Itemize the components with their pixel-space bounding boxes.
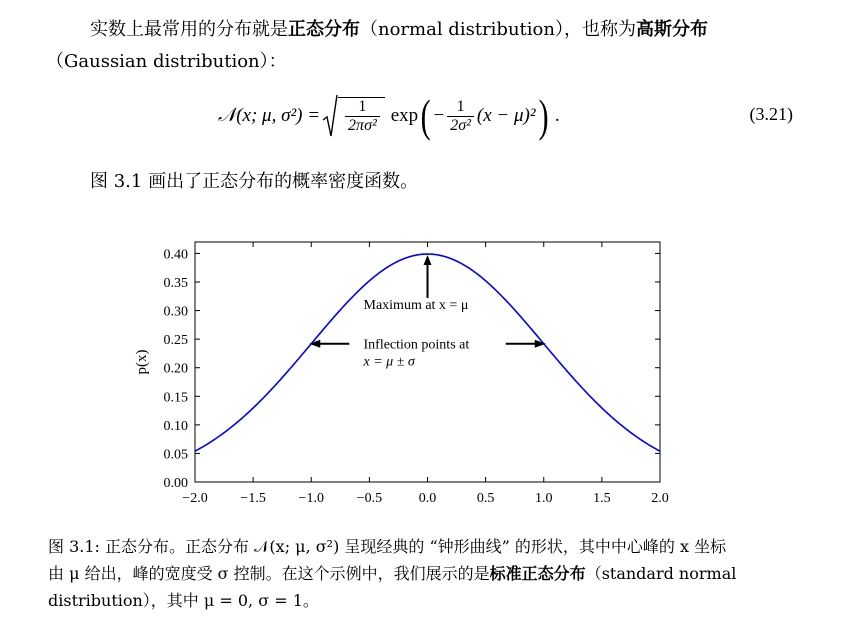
equation-period: . bbox=[554, 105, 560, 126]
sqrt-sign bbox=[322, 94, 338, 138]
figure-caption-line1 bbox=[48, 533, 726, 560]
x-tick-label: −0.5 bbox=[356, 491, 383, 506]
label-inflection-line2: x = μ ± σ bbox=[363, 354, 415, 370]
term-gaussian-distribution: 高斯分布 bbox=[635, 19, 708, 40]
x-tick-group bbox=[182, 242, 668, 506]
x-tick-label: −1.5 bbox=[240, 491, 266, 506]
sqrt-fraction-den: 2πσ² bbox=[345, 116, 380, 135]
intro-text-b: （normal distribution），也称为 bbox=[360, 19, 636, 40]
equation-number: (3.21) bbox=[749, 104, 793, 124]
arrow-inflection-left-head bbox=[309, 340, 320, 348]
exp-label: exp bbox=[390, 105, 419, 126]
y-tick-label: 0.15 bbox=[163, 390, 188, 406]
paragraph-figure-ref bbox=[90, 170, 418, 194]
label-maximum: Maximum at x = μ bbox=[363, 298, 469, 314]
right-paren: ) bbox=[538, 90, 549, 141]
paragraph-intro-line1 bbox=[90, 18, 708, 42]
sqrt-radicand bbox=[338, 97, 385, 135]
x-tick-label: 0.5 bbox=[476, 491, 495, 506]
y-tick-label: 0.20 bbox=[163, 361, 188, 377]
caption-term-standard-normal: 标准正态分布 bbox=[489, 564, 586, 583]
term-normal-distribution: 正态分布 bbox=[288, 19, 360, 40]
exp-fraction-num: 1 bbox=[456, 97, 465, 115]
sqrt-fraction bbox=[345, 98, 380, 135]
equation-lhs: 𝒩(x; μ, σ²) = bbox=[218, 105, 321, 126]
x-tick-label: 2.0 bbox=[651, 491, 669, 506]
y-tick-label: 0.25 bbox=[163, 333, 188, 349]
x-tick-label: −1.0 bbox=[298, 491, 324, 506]
intro-text-a: 实数上最常用的分布就是 bbox=[90, 19, 288, 40]
figure-caption-line2 bbox=[48, 560, 736, 587]
intro-text-line2: （Gaussian distribution）： bbox=[46, 51, 287, 72]
arrow-maximum-head bbox=[424, 255, 432, 265]
figure-caption-line3 bbox=[48, 587, 319, 614]
x-tick-label: 1.0 bbox=[535, 491, 553, 506]
exp-fraction-den: 2σ² bbox=[447, 116, 474, 135]
y-tick-label: 0.40 bbox=[163, 247, 188, 263]
y-axis-label: p(x) bbox=[134, 349, 150, 375]
y-tick-label: 0.35 bbox=[163, 276, 188, 291]
equation-3-21 bbox=[0, 88, 855, 144]
sqrt-term bbox=[322, 94, 385, 138]
figure-ref-text: 图 3.1 画出了正态分布的概率密度函数。 bbox=[90, 171, 419, 192]
label-inflection-line1: Inflection points at bbox=[363, 337, 470, 353]
x-tick-label: 0.0 bbox=[418, 491, 437, 506]
y-tick-label: 0.05 bbox=[163, 447, 188, 463]
normal-pdf-chart bbox=[120, 228, 680, 518]
caption-text-2a: 由 μ 给出，峰的宽度受 σ 控制。在这个示例中，我们展示的是 bbox=[48, 564, 490, 583]
x-tick-label: −2.0 bbox=[182, 491, 208, 506]
caption-text-1: 图 3.1: 正态分布。正态分布 𝒩(x; μ, σ²) 呈现经典的 “钟形曲线” 的形状，其中中心峰的 x 坐标 bbox=[48, 537, 727, 556]
x-tick-label: 1.5 bbox=[593, 491, 611, 506]
left-paren: ( bbox=[420, 90, 431, 141]
exp-fraction bbox=[447, 98, 474, 135]
minus-sign: − bbox=[433, 105, 445, 126]
equation-body bbox=[218, 88, 560, 144]
caption-text-2b: （standard normal bbox=[585, 564, 737, 583]
paragraph-intro-line2 bbox=[46, 50, 287, 74]
y-tick-label: 0.00 bbox=[163, 476, 188, 491]
arrow-inflection-right-head bbox=[535, 340, 546, 348]
y-tick-label: 0.30 bbox=[163, 304, 188, 320]
sqrt-fraction-num: 1 bbox=[358, 98, 367, 115]
y-tick-label: 0.10 bbox=[163, 418, 188, 434]
exp-tail: (x − μ)² bbox=[476, 105, 536, 126]
caption-text-3: distribution），其中 μ = 0, σ = 1。 bbox=[48, 591, 319, 610]
